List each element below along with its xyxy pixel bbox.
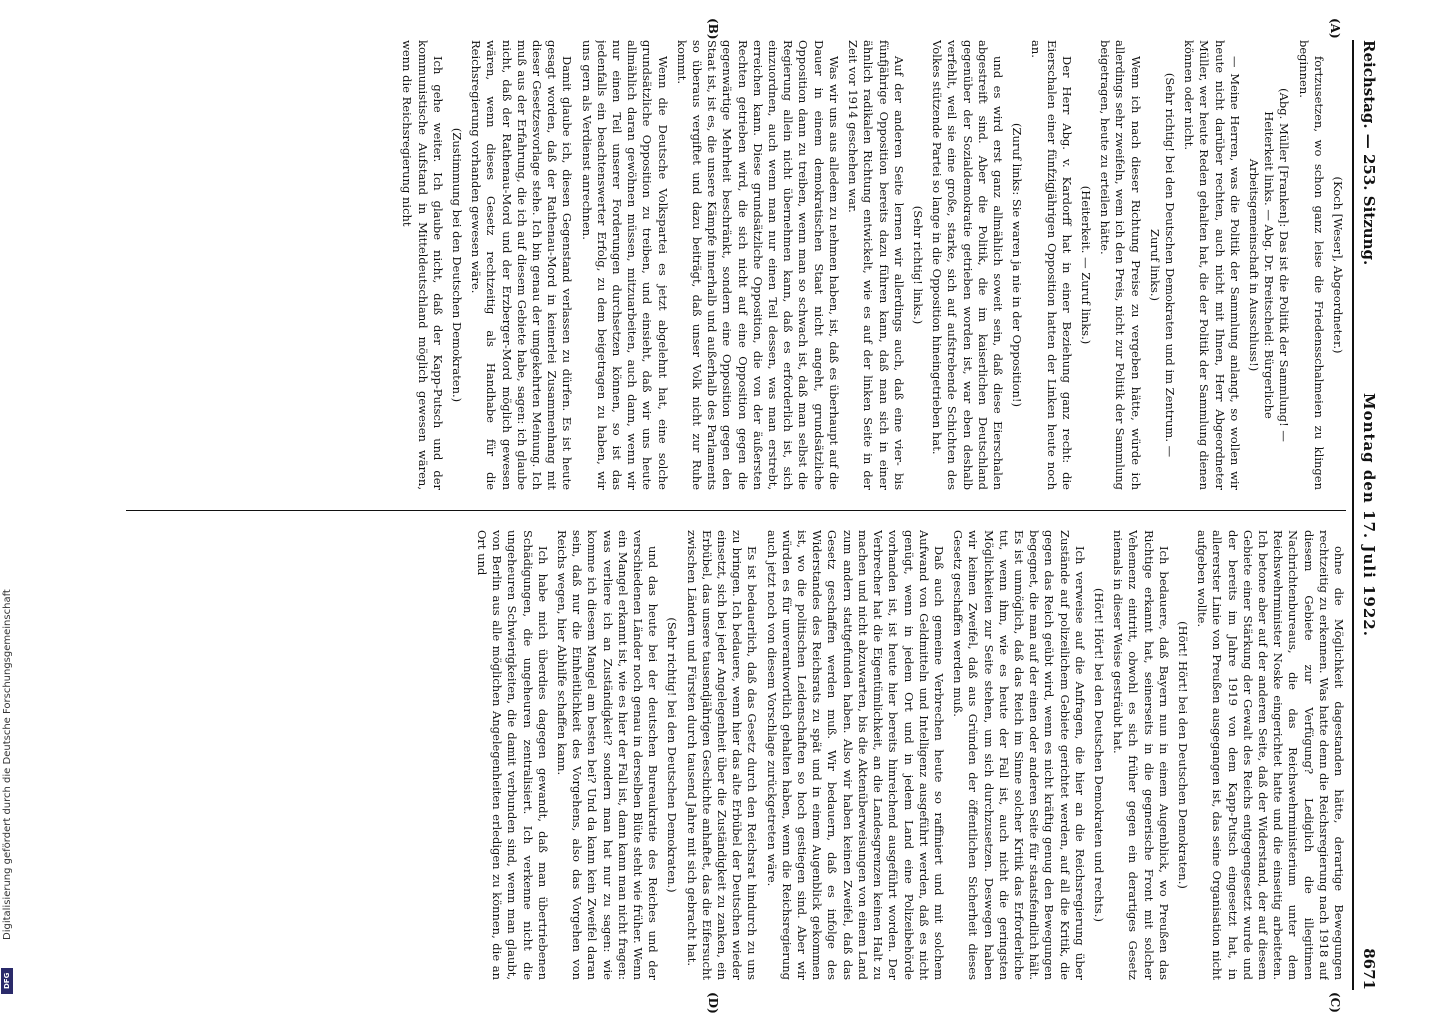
paragraph: und das heute bei der deutschen Bureaukratie des Reiches und der verschiedenen Länder noch genau in derselben Blüte steht wie früher. Wenn ein Mangel erkannt ist, wie es hier der Fall ist, dann kann man nicht fragen: was verliere ich an Zuständigkeit? sondern man hat nur zu sagen: wie komme ich diesem Mangel am besten bei? Und da kann kein Zweifel daran sein, daß nur die Einheitlichkeit des Vorgehens, also das Vorgehen von Reichs wegen, hier Abhilfe schaffen kann. xyxy=(555,530,661,980)
paragraph: Ich habe mich überdies dagegen gewandt, daß man übertriebenen Schädigungen, die ungeheuren zentralisiert. Ich verkenne nicht die ungeheuren Schwierigkeiten, die damit verbunden sind, wenn man glaubt, von Berlin aus alle möglichen Angelegenheiten erledigen zu können, die an Ort und xyxy=(475,530,550,980)
right-column xyxy=(106,530,1346,980)
header-rule xyxy=(1352,40,1354,990)
interjection: (Sehr richtig! bei den Deutschen Demokraten und im Zentrum. — Zuruf links.) xyxy=(1147,72,1177,458)
interjection: (Hört! Hört! bei den Deutschen Demokraten.) xyxy=(1175,621,1190,889)
paragraph: Daß auch gemeine Verbrechen heute so raffiniert und mit solchem Aufwand von Geldmitteln und Intelligenz ausgeführt werden, daß es nicht genügt, wenn in jedem Ort und in jedem Land eine Polizeibehörde vorhanden ist, ist heute hier bereits hinreichend ausgeführt worden. Der Verbrecher hat die Eigentümlichkeit, an die Landesgrenzen keinen Halt zu machen und nicht abzuwarten, bis die Aktenüberweisungen von einem Land zum andern stattgefunden haben. Also wir haben keinen Zweifel, daß das Gesetz geschaffen werden muß. Wir bedauern, daß es infolge des Widerstandes des Reichsrats zu spät und in einem Augenblick gekommen ist, wo die politischen Leidenschaften so hoch gestiegen sind. Aber wir würden es für unverantwortlich gehalten haben, wenn die Reichsregierung auch jetzt noch von diesem Vorschlage zurückgetreten wäre. xyxy=(764,530,946,980)
margin-marker-b: (B) xyxy=(706,18,720,40)
paragraph: und es wird erst ganz allmählich soweit sein, daß diese Eierschalen abgestreift sind. Aber die Politik, die im kaiserlichen Deutschland gegenüber der Sozialdemokratie getrieben worden ist, war eben deshalb verfehlt, weil sie eine große, starke, sich auf aufstrebende Schichten des Volkes stützende Partei so lange in die Opposition hineingetrieben hat. xyxy=(930,40,1005,490)
interjection: (Sehr richtig! bei den Deutschen Demokraten.) xyxy=(665,617,680,893)
paragraph: Ich verweise auf die Anfragen, die hier an die Reichsregierung über Zustände auf polizeilichem Gebiete gerichtet werden, auf all die Kritik, die gegen das Reich geübt wird, wenn es nicht kräftig genug den Bewegungen begegnet, die man auf der einen oder anderen Seite für staatsfeindlich hält. Es ist unmöglich, daß das Reich im Sinne solcher Kritik das Erforderliche tut, wenn ihm, wie es heute der Fall ist, auch nicht die geringsten Möglichkeiten zur Seite stehen, um sich durchzusetzen. Deswegen haben wir keinen Zweifel, daß aus Gründen der öffentlichen Sicherheit dieses Gesetz geschaffen werden muß. xyxy=(951,530,1087,980)
paragraph: — Meine Herren, was die Politik der Sammlung anlangt, so wollen wir heute nicht darüber rechten, auch nicht mit Ihnen, Herr Abgeordneter Müller, wer heute Reden gehalten hat, die der Politik der Sammlung dienen können oder nicht. xyxy=(1182,40,1242,490)
paragraph: Wenn die Deutsche Volkspartei es jetzt abgelehnt hat, eine solche grundsätzliche Opposition zu treiben, und einsieht, daß wir uns heute allmählich daran gewöhnen müssen, mitzuarbeiten, auch dann, wenn wir nur einen Teil unserer Forderungen durchsetzen können, so ist das jedenfalls ein beachtenswerter Erfolg, zu dem beigetragen zu haben, wir uns gern als Verdienst anrechnen. xyxy=(579,40,670,490)
interjection: (Hört! Hört! bei den Deutschen Demokraten und rechts.) xyxy=(1091,588,1106,922)
paragraph: Wenn ich nach dieser Richtung Preise zu vergeben hätte, würde ich allerdings sehr zweifeln, wem ich den Preis, nicht zur Politik der Sammlung beigetragen, heute zu erteilen hätte. xyxy=(1098,40,1143,490)
paragraph: Damit glaube ich, diesen Gegenstand verlassen zu dürfen. Es ist heute gesagt worden, daß der Rathenau-Mord in keinerlei Zusammenhang mit dieser Gesetzesvorlage stehe. Ich bin genau der umgekehrten Meinung. Ich muß aus der Erfahrung, die ich auf diesem Gebiete habe, sagen: ich glaube nicht, daß der Rathenau-Mord und der Erzberger-Mord möglich gewesen wären, wenn dieses Gesetz rechtzeitig als Handhabe für die Reichsregierung vorhanden gewesen wäre. xyxy=(469,40,575,490)
margin-marker-c: (C) xyxy=(1328,992,1342,1013)
paragraph: Es ist bedauerlich, daß das Gesetz durch den Reichsrat hindurch zu uns zu bringen. Ich bedauere, wenn hier das alte Erbübel der Deutschen wieder einsetzt, sich bei jeder Angelegenheit über die Zuständigkeit zu zanken, ein Erbübel, das unsere tausendjährigen Geschichte anhaftet, das die Eifersucht zwischen Ländern und Fürsten durch tausend Jahre mit sich gebracht hat. xyxy=(684,530,760,980)
page-header xyxy=(1356,40,1380,990)
dfg-logo: DFG xyxy=(1,968,13,994)
paragraph: fortzusetzen, wo schon ganz leise die Friedensschalmeien zu klingen beginnen. xyxy=(1296,40,1326,490)
margin-marker-a: (A) xyxy=(1328,18,1342,39)
interjection: (Koch [Weser], Abgeordneter.) xyxy=(1331,176,1345,354)
interjection: (Zustimmung bei den Deutschen Demokraten.) xyxy=(450,127,465,403)
page-number: 8671 xyxy=(1360,948,1378,990)
header-left: Reichstag. — 253. Sitzung. xyxy=(1360,40,1378,266)
margin-marker-d: (D) xyxy=(706,992,720,1014)
paragraph: Ich gehe weiter. Ich glaube nicht, daß der Kapp-Putsch und der kommunistische Aufstand in Mitteldeutschland möglich gewesen wären, wenn die Reichsregierung nicht xyxy=(400,40,445,490)
column-divider xyxy=(126,510,1346,511)
left-column xyxy=(106,40,1346,490)
paragraph: Was wir uns aus alledem zu nehmen haben, ist, daß es überhaupt auf die Dauer in einem demokratischen Staat nicht angeht, grundsätzliche Opposition dann zu treiben, wenn man so schwach ist, daß man selbst die Regierung allein nicht übernehmen kann, daß es erforderlich ist, sich einzuordnen, auch wenn man nur einen Teil dessen, was man erstrebt, erreichen kann. Diese grundsätzliche Opposition, die von der äußersten Rechten getrieben wird, die sich nicht auf eine Opposition gegen die gegenwärtige Mehrheit beschränkt, sondern eine Opposition gegen den Staat ist, ist es, die unsere Kämpfe innerhalb und außerhalb des Parlaments so überaus vergiftet und dazu beiträgt, daß unser Volk nicht zur Ruhe kommt. xyxy=(674,40,841,490)
paragraph: ohne die Möglichkeit dagestanden hätte, derartige Bewegungen rechtzeitig zu erkennen. Was hatte denn die Reichsregierung nach 1918 auf diesem Gebiete zur Verfügung? Lediglich die illegitimen Nachrichtenbureaus, die das Reichswehrministerium unter dem Reichswehrminister Noske eingerichtet hatte und die einseitig arbeiteten. Ich betone aber auf der anderen Seite, daß der Widerstand, der auf diesem Gebiete einer Stärkung der Gewalt des Reichs entgegengesetzt wurde und der bereits im Jahre 1919 von dem Kapp-Putsch eingesetzt hat, in allererster Linie von Preußen ausgegangen ist, das seine Organisation nicht aufgeben wollte. xyxy=(1195,530,1346,980)
interjection: (Zuruf links: Sie waren ja nie in der Opposition!) xyxy=(1010,122,1025,408)
digitization-credit: Digitalisierung gefördert durch die Deutsche Forschungsgemeinschaft xyxy=(2,589,13,940)
interjection: (Sehr richtig! links.) xyxy=(910,205,925,325)
paragraph: Der Herr Abg. v. Kardorff hat in einer Beziehung ganz recht: die Eierschalen einer fünfzigjährigen Opposition hatten der Linken heute noch an. xyxy=(1029,40,1074,490)
header-date: Montag den 17. Juli 1922. xyxy=(1360,393,1378,637)
newspaper-page xyxy=(80,18,1380,1014)
paragraph: Auf der anderen Seite lernen wir allerdings auch, daß eine vier- bis fünfjährige Opposition bereits dazu führen kann, daß man sich in einer ähnlich radikalen Richtung entwickelt, wie es auf der linken Seite in der Zeit vor 1914 geschehen war. xyxy=(846,40,906,490)
paragraph: Ich bedauere, daß Bayern nun in einem Augenblick, wo Preußen das Richtige erkannt hat, seinerseits in die gegnerische Front mit solcher Vehemenz eintritt, obwohl es sich früher gegen ein derartiges Gesetz niemals in dieser Weise gesträubt hat. xyxy=(1111,530,1171,980)
interjection: (Abg. Müller [Franken]: Das ist die Politik der Sammlung! — Heiterkeit links. — Abg. Dr. Breitscheid: Bürgerliche Arbeitsgemeinschaft in Ausschluss!) xyxy=(1246,88,1292,442)
interjection: (Heiterkeit. — Zuruf links.) xyxy=(1078,185,1093,345)
